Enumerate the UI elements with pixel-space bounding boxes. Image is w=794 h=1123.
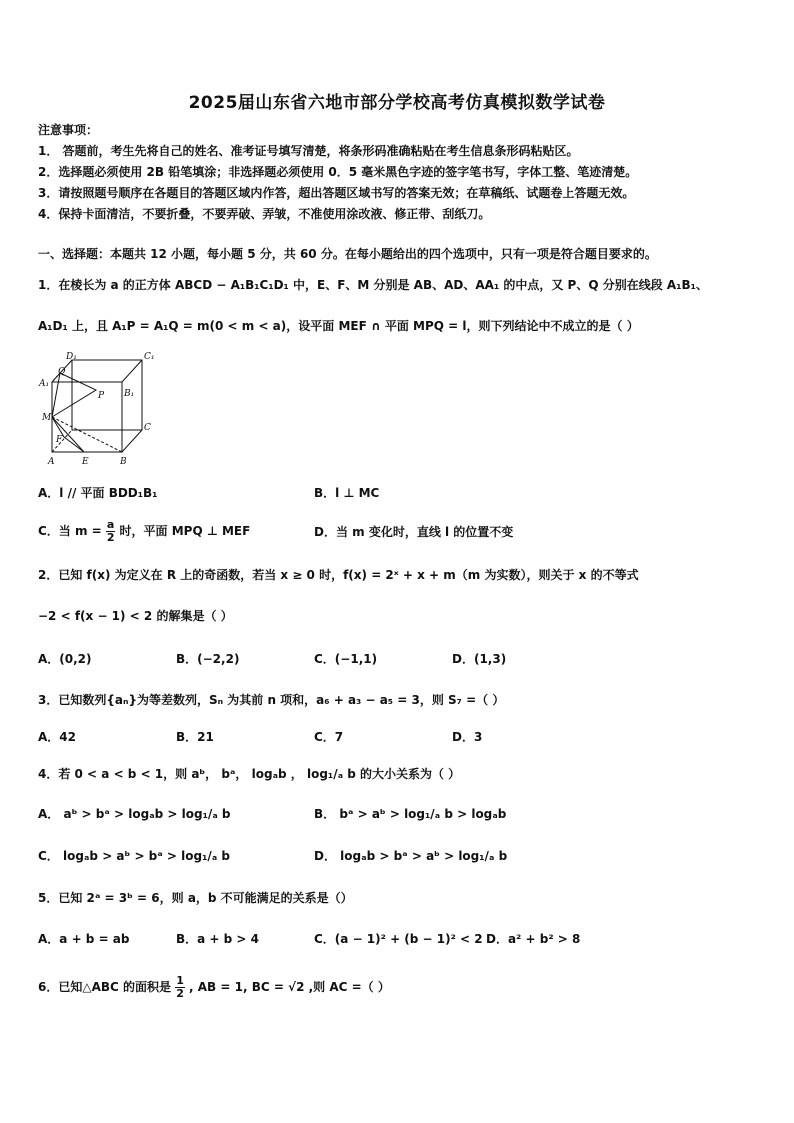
q6-fraction bbox=[175, 975, 185, 1000]
q1-option-d: D．当 m 变化时，直线 l 的位置不变 bbox=[314, 525, 514, 539]
notice-item-1: 1． 答题前，考生先将自己的姓名、准考证号填写清楚，将条形码准确粘贴在考生信息条形码粘贴区。 bbox=[38, 144, 579, 158]
fig-label-C: C bbox=[144, 423, 151, 433]
q3-option-a: A．42 bbox=[38, 730, 76, 744]
q3-option-b: B．21 bbox=[176, 730, 214, 744]
q2-option-c: C．(−1,1) bbox=[314, 652, 378, 666]
q1-option-b: B．l ⊥ MC bbox=[314, 486, 380, 500]
q4-option-b: B． bᵃ > aᵇ > log₁/ₐ b > logₐb bbox=[314, 807, 507, 821]
q1-stem-line2: A₁D₁ 上，且 A₁P = A₁Q = m(0 < m < a)，设平面 MEF ∩ 平面 MPQ = l，则下列结论中不成立的是（ ） bbox=[38, 319, 639, 333]
q6-fraction-num: 1 bbox=[176, 974, 184, 987]
q1-option-a: A．l // 平面 BDD₁B₁ bbox=[38, 486, 158, 500]
q3-stem: 3．已知数列{aₙ}为等差数列，Sₙ 为其前 n 项和，a₆ + a₃ − a₅ = 3，则 S₇ =（ ） bbox=[38, 693, 505, 707]
q1-option-c-pre: C．当 m = bbox=[38, 524, 102, 538]
paper-title: 2025届山东省六地市部分学校高考仿真模拟数学试卷 bbox=[188, 93, 606, 113]
q6-fraction-den: 2 bbox=[176, 987, 184, 1000]
cube-figure bbox=[38, 352, 156, 468]
fig-label-E: E bbox=[82, 457, 89, 467]
q5-option-d: D．a² + b² > 8 bbox=[486, 932, 581, 946]
notice-item-3: 3．请按照题号顺序在各题目的答题区域内作答，超出答题区域书写的答案无效；在草稿纸、试题卷上答题无效。 bbox=[38, 186, 635, 200]
q2-option-a: A．(0,2) bbox=[38, 652, 92, 666]
fig-label-A: A bbox=[48, 457, 55, 467]
q6-stem-post: , AB = 1, BC = √2 ,则 AC =（ ） bbox=[189, 980, 390, 994]
q1-option-c-num: a bbox=[106, 518, 115, 531]
fig-label-B: B bbox=[120, 457, 127, 467]
q5-option-b: B．a + b > 4 bbox=[176, 932, 260, 946]
fig-label-A1: A₁ bbox=[39, 379, 50, 389]
section-heading: 一、选择题：本题共 12 小题，每小题 5 分，共 60 分。在每小题给出的四个选项中，只有一项是符合题目要求的。 bbox=[38, 247, 657, 261]
q2-stem-line2: −2 < f(x − 1) < 2 的解集是（ ） bbox=[38, 609, 233, 623]
q2-option-d: D．(1,3) bbox=[452, 652, 507, 666]
q1-option-c-den: 2 bbox=[106, 531, 115, 544]
q2-stem-line1: 2．已知 f(x) 为定义在 R 上的奇函数，若当 x ≥ 0 时，f(x) = 2ˣ + x + m（m 为实数），则关于 x 的不等式 bbox=[38, 568, 639, 582]
q1-option-c-fraction bbox=[106, 519, 115, 544]
q1-option-c bbox=[38, 516, 250, 546]
q4-option-c: C． logₐb > aᵇ > bᵃ > log₁/ₐ b bbox=[38, 849, 231, 863]
q5-option-c: C．(a − 1)² + (b − 1)² < 2 bbox=[314, 932, 483, 946]
fig-label-M: M bbox=[42, 413, 52, 423]
q3-option-c: C．7 bbox=[314, 730, 344, 744]
q5-option-a: A．a + b = ab bbox=[38, 932, 130, 946]
q5-stem: 5．已知 2ᵃ = 3ᵇ = 6，则 a，b 不可能满足的关系是（） bbox=[38, 891, 353, 905]
q3-option-d: D．3 bbox=[452, 730, 483, 744]
notice-item-2: 2．选择题必须使用 2B 铅笔填涂；非选择题必须使用 0．5 毫米黑色字迹的签字笔书写，字体工整、笔迹清楚。 bbox=[38, 165, 638, 179]
fig-label-Q: Q bbox=[58, 367, 66, 377]
fig-label-B1: B₁ bbox=[124, 389, 135, 399]
fig-label-P: P bbox=[98, 391, 105, 401]
q6-stem bbox=[38, 972, 390, 1002]
notice-heading: 注意事项： bbox=[38, 123, 99, 137]
q1-option-c-post: 时，平面 MPQ ⊥ MEF bbox=[119, 524, 251, 538]
q6-stem-pre: 6．已知△ABC 的面积是 bbox=[38, 980, 171, 994]
q1-stem-line1: 1．在棱长为 a 的正方体 ABCD − A₁B₁C₁D₁ 中，E、F、M 分别是 AB、AD、AA₁ 的中点，又 P、Q 分别在线段 A₁B₁、 bbox=[38, 278, 708, 292]
q4-option-a: A． aᵇ > bᵃ > logₐb > log₁/ₐ b bbox=[38, 807, 231, 821]
q4-option-d: D． logₐb > bᵃ > aᵇ > log₁/ₐ b bbox=[314, 849, 508, 863]
q2-option-b: B．(−2,2) bbox=[176, 652, 240, 666]
fig-label-F: F bbox=[56, 435, 63, 445]
q4-stem: 4．若 0 < a < b < 1，则 aᵇ， bᵃ， logₐb ， log₁/ₐ b 的大小关系为（ ） bbox=[38, 767, 461, 781]
fig-label-D1: D₁ bbox=[66, 352, 77, 362]
fig-label-C1: C₁ bbox=[144, 352, 155, 362]
notice-item-4: 4．保持卡面清洁，不要折叠，不要弄破、弄皱，不准使用涂改液、修正带、刮纸刀。 bbox=[38, 207, 491, 221]
